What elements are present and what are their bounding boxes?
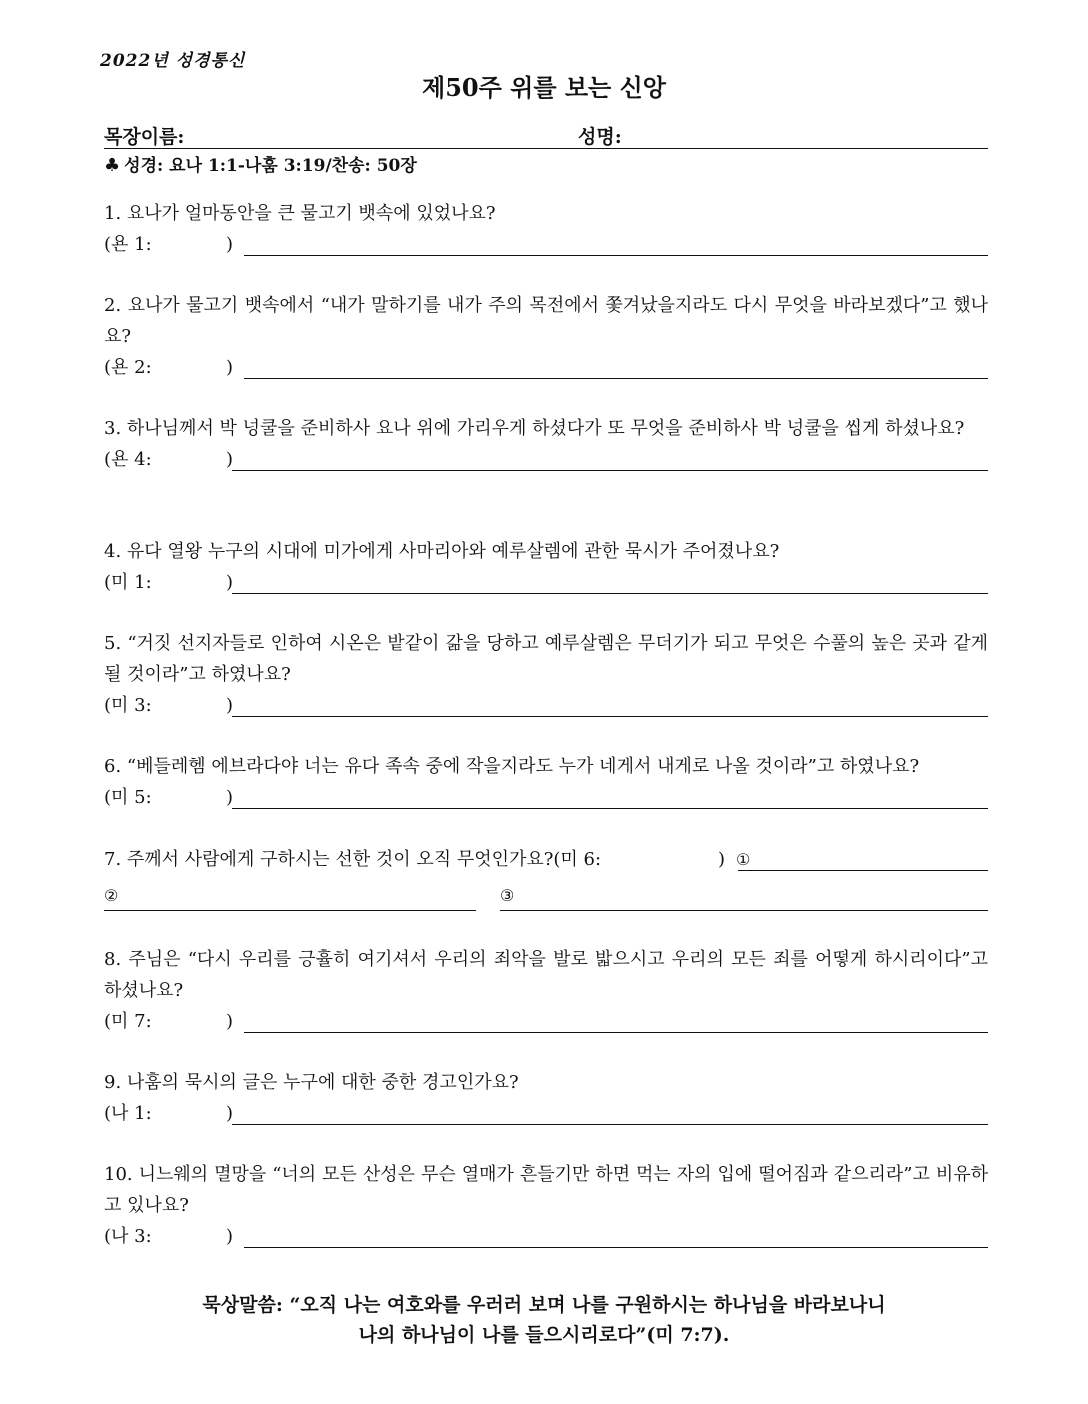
question-text: 9. 나훔의 묵시의 글은 누구에 대한 중한 경고인가요? — [104, 1072, 519, 1093]
answer-line[interactable] — [232, 470, 988, 471]
circle-two-marker: ② — [104, 886, 119, 905]
answer-line[interactable] — [232, 1124, 988, 1125]
verse-ref: (욘 4: — [104, 449, 152, 470]
answer-line[interactable] — [244, 1247, 988, 1248]
answer-line[interactable] — [232, 716, 988, 717]
verse-ref: (미 3: — [104, 695, 152, 716]
close-paren: ) — [226, 787, 234, 808]
question-5 — [104, 628, 988, 718]
memory-verse — [0, 1290, 1088, 1350]
memory-verse-line-2: 나의 하나님이 나를 들으시리로다”(미 7:7). — [358, 1324, 730, 1346]
close-paren: ) — [226, 1226, 234, 1247]
close-paren: ) — [226, 449, 234, 470]
verse-ref: (미 5: — [104, 787, 152, 808]
leader-label: 목장이름: — [104, 126, 185, 148]
answer-row[interactable] — [104, 444, 988, 472]
answer-row[interactable] — [104, 1221, 988, 1249]
question-7 — [104, 844, 988, 875]
page-title: 제50주 위를 보는 신앙 — [422, 73, 666, 102]
question-10 — [104, 1159, 988, 1249]
verse-ref: (나 3: — [104, 1226, 152, 1247]
question-text: 5. “거짓 선지자들로 인하여 시온은 밭같이 갊을 당하고 예루살렘은 무더기가 되고 무엇은 수풀의 높은 곳과 같게 될 것이라”고 하였나요? — [104, 633, 988, 685]
answer-line-2[interactable] — [104, 910, 476, 911]
verse-ref: (욘 2: — [104, 357, 152, 378]
question-text: 8. 주님은 “다시 우리를 긍휼히 여기셔서 우리의 죄악을 발로 밟으시고 우리의 모든 죄를 어떻게 하시리이다”고 하셨나요? — [104, 949, 988, 1001]
close-paren: ) — [226, 695, 234, 716]
question-9 — [104, 1067, 988, 1126]
question-7-answers — [104, 884, 988, 914]
verse-ref: (욘 1: — [104, 234, 152, 255]
answer-row[interactable] — [104, 782, 988, 810]
header-tag: 2022년 성경통신 — [100, 51, 246, 71]
close-paren: ) — [226, 357, 234, 378]
close-paren: ) — [226, 1103, 234, 1124]
close-paren: ) — [226, 572, 234, 593]
answer-row[interactable] — [104, 229, 988, 257]
question-text: 6. “베들레헴 에브라다야 너는 유다 족속 중에 작을지라도 누가 네게서 내게로 나올 것이라”고 하였나요? — [104, 756, 920, 777]
question-text: 1. 요나가 얼마동안을 큰 물고기 뱃속에 있었나요? — [104, 203, 496, 224]
answer-row[interactable] — [104, 690, 988, 718]
question-1 — [104, 198, 988, 257]
answer-row[interactable] — [104, 1006, 988, 1034]
question-6 — [104, 751, 988, 810]
answer-line[interactable] — [244, 378, 988, 379]
answer-line[interactable] — [232, 808, 988, 809]
question-text: 10. 니느웨의 멸망을 “너의 모든 산성은 무슨 열매가 흔들기만 하면 먹는 자의 입에 떨어짐과 같으리라”고 비유하고 있나요? — [104, 1164, 988, 1216]
answer-row[interactable] — [104, 352, 988, 380]
close-paren: ) — [718, 849, 726, 870]
question-text: 3. 하나님께서 박 넝쿨을 준비하사 요나 위에 가리우게 하셨다가 또 무엇을 준비하사 박 넝쿨을 씹게 하셨나요? — [104, 418, 965, 439]
close-paren: ) — [226, 234, 234, 255]
name-label: 성명: — [578, 126, 622, 148]
verse-ref: (미 7: — [104, 1011, 152, 1032]
answer-row[interactable] — [104, 1098, 988, 1126]
name-field-row[interactable] — [104, 120, 988, 149]
club-icon: ♣ — [104, 155, 121, 176]
question-2 — [104, 290, 988, 380]
answer-line[interactable] — [232, 593, 988, 594]
circle-one-marker: ① — [736, 850, 751, 869]
scripture-text: 성경: 요나 1:1-나훔 3:19/찬송: 50장 — [124, 156, 417, 176]
close-paren: ) — [226, 1011, 234, 1032]
question-text: 7. 주께서 사람에게 구하시는 선한 것이 오직 무엇인가요?(미 6: — [104, 849, 602, 870]
verse-ref: (미 1: — [104, 572, 152, 593]
answer-row[interactable] — [104, 567, 988, 595]
question-text: 2. 요나가 물고기 뱃속에서 “내가 말하기를 내가 주의 목전에서 쫓겨났을지라도 다시 무엇을 바라보겠다”고 했나요? — [104, 295, 988, 347]
question-3 — [104, 413, 988, 472]
question-8 — [104, 944, 988, 1034]
answer-line-3[interactable] — [500, 910, 988, 911]
answer-line[interactable] — [244, 255, 988, 256]
memory-verse-line-1: 묵상말씀: “오직 나는 여호와를 우러러 보며 나를 구원하시는 하나님을 바라보나니 — [202, 1294, 886, 1316]
circle-three-marker: ③ — [500, 886, 515, 905]
answer-line[interactable] — [244, 1032, 988, 1033]
scripture-line — [104, 151, 417, 176]
verse-ref: (나 1: — [104, 1103, 152, 1124]
question-4 — [104, 536, 988, 595]
question-text: 4. 유다 열왕 누구의 시대에 미가에게 사마리아와 예루살렘에 관한 묵시가 주어졌나요? — [104, 541, 780, 562]
answer-line-1[interactable] — [738, 870, 988, 871]
question-7-row — [104, 844, 988, 875]
